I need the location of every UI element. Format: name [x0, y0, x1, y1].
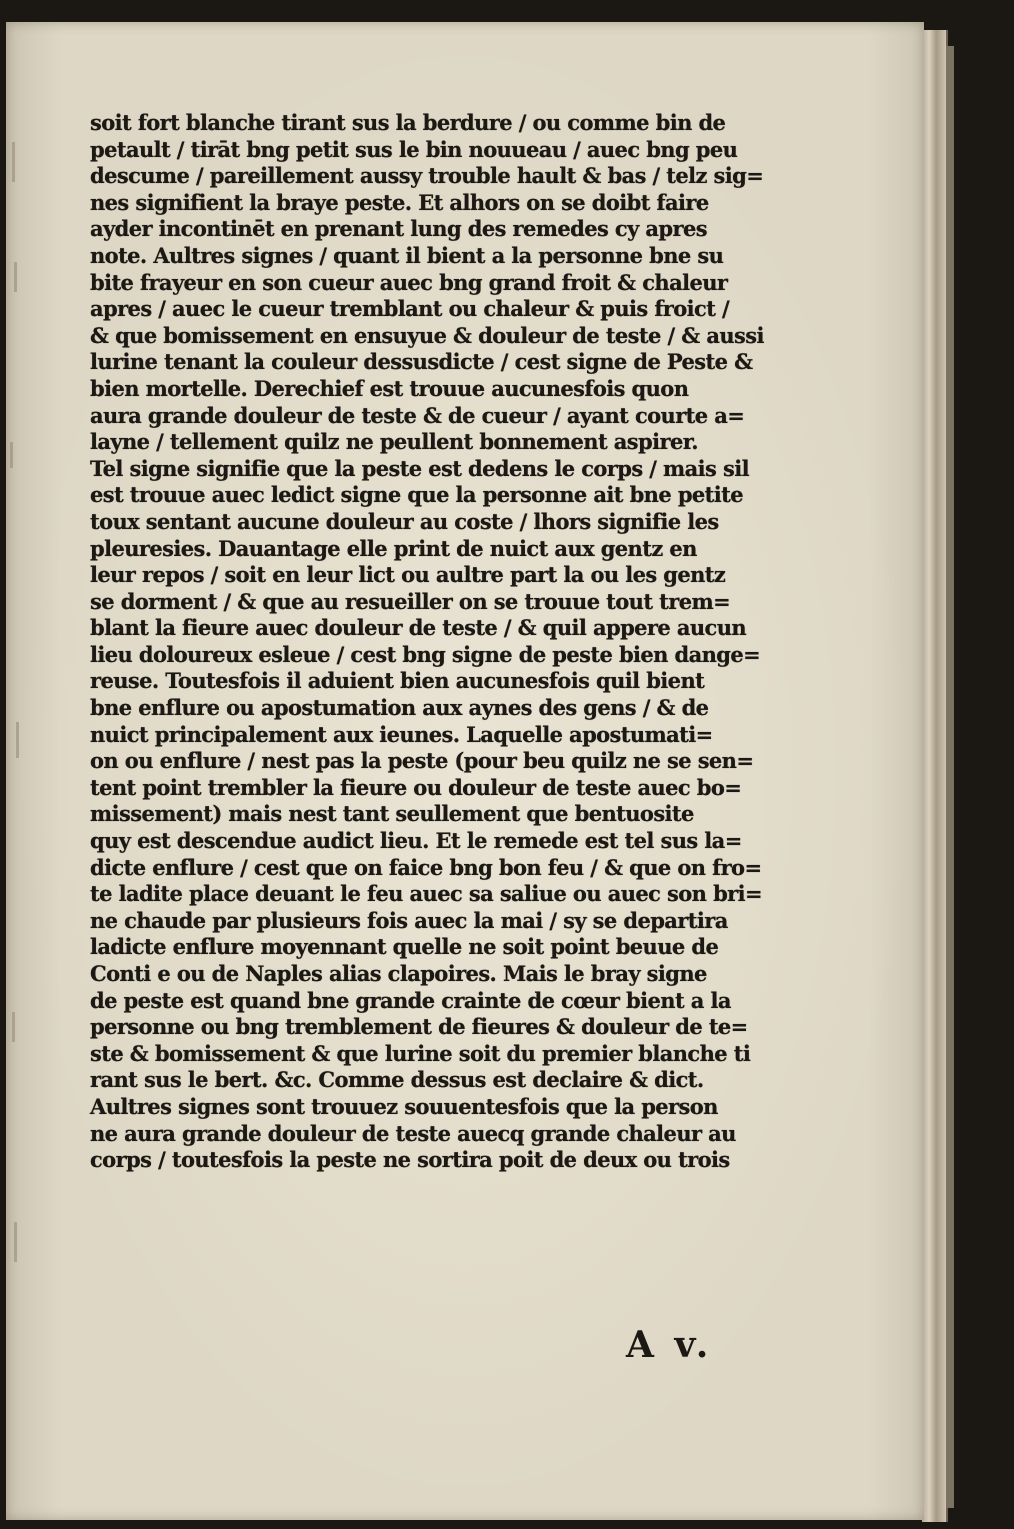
text-line: on ou enflure / nest pas la peste (pour beu quilz ne se sen= — [90, 748, 754, 774]
text-line: reuse. Toutesfois il aduient bien aucunesfois quil bient — [90, 668, 705, 694]
book-page-edges — [922, 30, 948, 1522]
text-line: descume / pareillement aussy trouble hault & bas / telz sig= — [90, 163, 764, 189]
text-line: bne enflure ou apostumation aux aynes des gens / & de — [90, 695, 709, 721]
text-line: quy est descendue audict lieu. Et le remede est tel sus la= — [90, 828, 742, 854]
show-through-mark — [14, 262, 17, 292]
text-line: rant sus le bert. &c. Comme dessus est declaire & dict. — [90, 1067, 704, 1093]
text-line: note. Aultres signes / quant il bient a la personne bne su — [90, 242, 724, 268]
text-line: leur repos / soit en leur lict ou aultre part la ou les gentz — [90, 562, 726, 588]
text-line: ne aura grande douleur de teste auecq grande chaleur au — [90, 1120, 736, 1146]
show-through-mark — [16, 722, 19, 758]
text-line: corps / toutesfois la peste ne sortira poit de deux ou trois — [90, 1147, 730, 1173]
text-line: de peste est quand bne grande crainte de cœur bient a la — [90, 987, 731, 1013]
text-line: personne ou bng tremblement de fieures & douleur de te= — [90, 1014, 748, 1040]
text-line: bite frayeur en son cueur auec bng grand froit & chaleur — [90, 269, 728, 295]
text-line: nuict principalement aux ieunes. Laquelle apostumati= — [90, 721, 713, 747]
text-line: bien mortelle. Derechief est trouue aucunesfois quon — [90, 375, 689, 401]
text-line: pleuresies. Dauantage elle print de nuict aux gentz en — [90, 535, 697, 561]
text-line: ladicte enflure moyennant quelle ne soit point beuue de — [90, 934, 719, 960]
book-page — [6, 22, 924, 1520]
signature-mark: A v. — [626, 1324, 713, 1366]
text-line: missement) mais nest tant seullement que bentuosite — [90, 801, 694, 827]
text-line: toux sentant aucune douleur au coste / lhors signifie les — [90, 508, 719, 534]
book-cover-edge — [946, 46, 954, 1508]
body-text — [90, 110, 856, 1174]
show-through-mark — [10, 442, 13, 468]
text-line: est trouue auec ledict signe que la personne ait bne petite — [90, 482, 743, 508]
text-line: ne chaude par plusieurs fois auec la mai / sy se departira — [90, 907, 728, 933]
text-line: te ladite place deuant le feu auec sa saliue ou auec son bri= — [90, 881, 762, 907]
text-line: nes signifient la braye peste. Et alhors on se doibt faire — [90, 189, 709, 215]
show-through-mark — [14, 1222, 17, 1262]
text-line: lieu doloureux esleue / cest bng signe de peste bien dange= — [90, 641, 761, 667]
text-line: apres / auec le cueur tremblant ou chaleur & puis froict / — [90, 296, 730, 322]
text-line: soit fort blanche tirant sus la berdure / ou comme bin de — [90, 110, 726, 135]
text-line: petault / tirāt bng petit sus le bin nouueau / auec bng peu — [90, 136, 738, 162]
text-line: ayder incontinēt en prenant lung des remedes cy apres — [90, 216, 707, 242]
text-line: Aultres signes sont trouuez souuentesfois que la person — [90, 1093, 718, 1119]
text-line: & que bomissement en ensuyue & douleur de teste / & aussi — [90, 322, 764, 348]
text-line: blant la fieure auec douleur de teste / & quil appere aucun — [90, 615, 747, 641]
text-line: aura grande douleur de teste & de cueur / ayant courte a= — [90, 402, 745, 428]
show-through-mark — [12, 1012, 15, 1042]
text-line: lurine tenant la couleur dessusdicte / cest signe de Peste & — [90, 349, 753, 375]
text-line: Tel signe signifie que la peste est dedens le corps / mais sil — [90, 455, 749, 481]
text-line: layne / tellement quilz ne peullent bonnement aspirer. — [90, 429, 698, 455]
show-through-mark — [12, 142, 15, 182]
text-line: ste & bomissement & que lurine soit du premier blanche ti — [90, 1040, 751, 1066]
text-line: dicte enflure / cest que on faice bng bon feu / & que on fro= — [90, 854, 762, 880]
text-line: se dorment / & que au resueiller on se trouue tout trem= — [90, 588, 731, 614]
text-line: Conti e ou de Naples alias clapoires. Mais le bray signe — [90, 961, 707, 986]
text-line: tent point trembler la fieure ou douleur de teste auec bo= — [90, 774, 742, 800]
